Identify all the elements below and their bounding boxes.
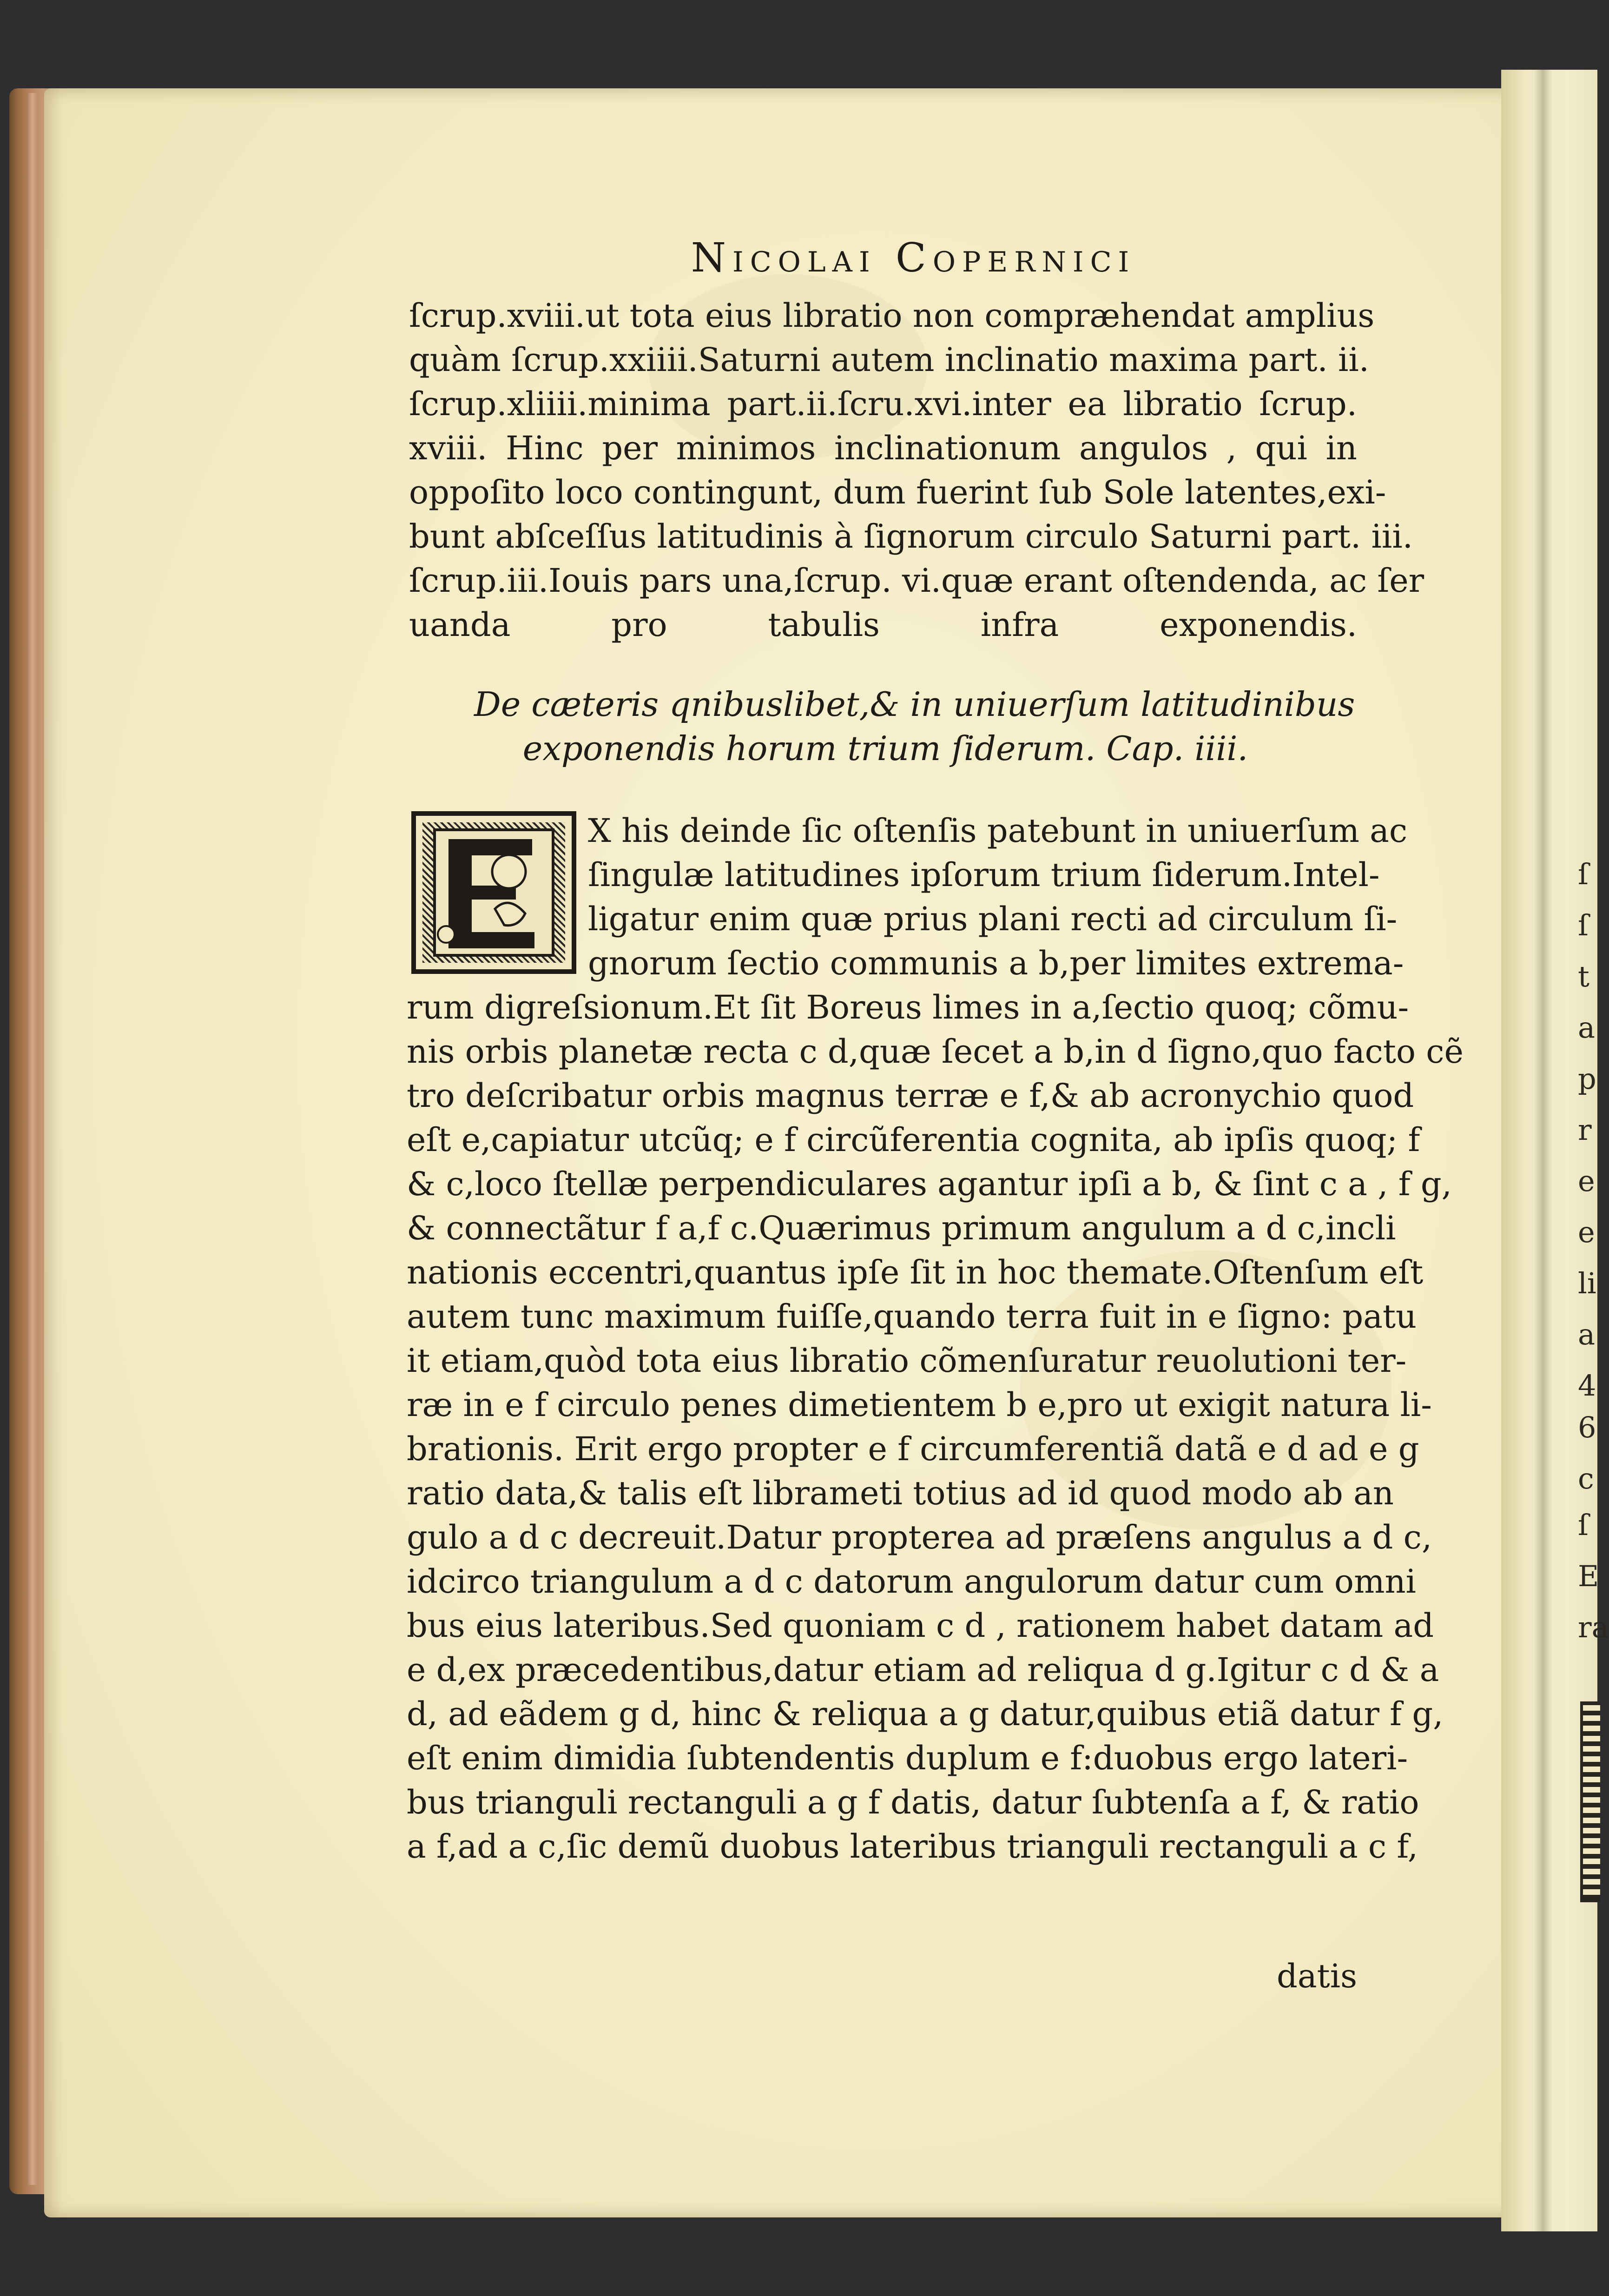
text-line: uanda pro tabulis infra exponendis. [409,606,1357,644]
facing-page-letter: t [1578,959,1589,993]
text-line: tro deſcribatur orbis magnus terræ e f,& ab acronychio quod [407,1077,1414,1115]
facing-page-letter: p [1578,1062,1596,1096]
text-line: X his deinde ſic oſtenſis patebunt in uniuerſum ac [588,812,1408,850]
text-line: & connectãtur f a,f c.Quærimus primum angulum a d c,incli [407,1209,1396,1247]
text-line: ſingulæ latitudines ipſorum trium ſiderum.Intel- [588,856,1380,894]
text-line: autem tunc maximum fuiſſe,quando terra fuit in e ſigno: patu [407,1297,1417,1336]
text-line: nationis eccentri,quantus ipſe ſit in hoc themate.Oſtenſum eſt [407,1253,1424,1291]
text-line: & c,loco ſtellæ perpendiculares agantur ipſi a b, & ſint c a , f g, [407,1165,1452,1203]
facing-page-letter: ſ [1578,857,1589,891]
text-line: ræ in e f circulo penes dimetientem b e,pro ut exigit natura li- [407,1386,1432,1424]
paragraph-2 [407,986,1464,1869]
facing-page-letter: 6 [1578,1410,1596,1444]
chapter-heading [474,682,1355,771]
heading-line: exponendis horum trium ſiderum. Cap. iiii. [522,729,1248,768]
text-line: bunt abſceſſus latitudinis à ſignorum circulo Saturni part. iii. [409,517,1413,556]
text-line: ſcrup.xliiii.minima part.ii.ſcru.xvi.inter ea libratio ſcrup. [409,385,1357,423]
text-line: gnorum ſectio communis a b,per limites extrema- [588,944,1404,982]
facing-page-letter: ſ [1578,908,1589,942]
text-line: brationis. Erit ergo propter e f circumferentiã datã e d ad e g [407,1430,1419,1468]
text-line: bus trianguli rectanguli a g f datis, datur ſubtenſa a f, & ratio [407,1783,1419,1821]
gutter-shadow [1534,70,1552,2231]
text-line: idcirco triangulum a d c datorum angulorum datur cum omni [407,1562,1416,1601]
heading-line: De cæteris qnibuslibet,& in uniuerſum latitudinibus [474,685,1355,724]
facing-page-letter: a [1578,1317,1595,1351]
facing-page-letter: e [1578,1215,1595,1249]
facing-page-letter: r [1578,1113,1592,1147]
text-line: eſt e,capiatur utcũq; e f circũferentia cognita, ab ipſis quoq; f [407,1121,1420,1159]
text-line: e d,ex præcedentibus,datur etiam ad reliqua d g.Igitur c d & a [407,1651,1439,1689]
paragraph-1 [409,294,1424,647]
text-line: rum digreſsionum.Et ſit Boreus limes in a,ſectio quoq; cõmu- [407,988,1409,1026]
facing-page-ornament [1580,1701,1600,1902]
page-edge-gilding [28,93,37,2185]
initial-e-icon [416,816,572,969]
facing-page-letter: e [1578,1164,1595,1198]
text-line: ſcrup.xviii.ut tota eius libratio non compræhendat amplius [409,297,1375,335]
text-line: a f,ad a c,ſic demũ duobus lateribus trianguli rectanguli a c f, [407,1827,1418,1866]
facing-page-letter: c [1578,1462,1594,1495]
running-head: Nicolai Copernici [691,235,1136,281]
text-line: quàm ſcrup.xxiiii.Saturni autem inclinatio maxima part. ii. [409,341,1369,379]
text-line: gulo a d c decreuit.Datur propterea ad præſens angulus a d c, [407,1518,1432,1556]
text-line: it etiam,quòd tota eius libratio cõmenſuratur reuolutioni ter- [407,1342,1407,1380]
facing-page-letter: li [1578,1266,1596,1300]
facing-page-letter: 4 [1578,1369,1596,1403]
facing-page-letter: E [1578,1559,1599,1593]
paragraph-2-first-lines [588,809,1408,986]
text-line: nis orbis planetæ recta c d,quæ ſecet a b,in d ſigno,quo facto cẽ [407,1032,1464,1071]
decorated-initial-e [411,811,576,974]
text-line: xviii. Hinc per minimos inclinationum angulos , qui in [409,429,1357,467]
facing-page-letter: ra [1578,1610,1609,1644]
facing-page-letter: ſ [1578,1508,1589,1542]
text-line: oppoſito loco contingunt, dum fuerint ſub Sole latentes,exi- [409,473,1386,511]
text-line: eſt enim dimidia ſubtendentis duplum e f:duobus ergo lateri- [407,1739,1408,1777]
text-line: bus eius lateribus.Sed quoniam c d , rationem habet datam ad [407,1607,1434,1645]
text-line: ratio data,& talis eſt librameti totius ad id quod modo ab an [407,1474,1394,1512]
text-line: ligatur enim quæ prius plani recti ad circulum ſi- [588,900,1398,938]
facing-page-letter: a [1578,1011,1595,1045]
text-line: ſcrup.iii.Iouis pars una,ſcrup. vi.quæ erant oſtendenda, ac ſer [409,562,1424,600]
catchword: datis [1277,1957,1357,1995]
text-line: d, ad eãdem g d, hinc & reliqua a g datur,quibus etiã datur f g, [407,1695,1444,1733]
